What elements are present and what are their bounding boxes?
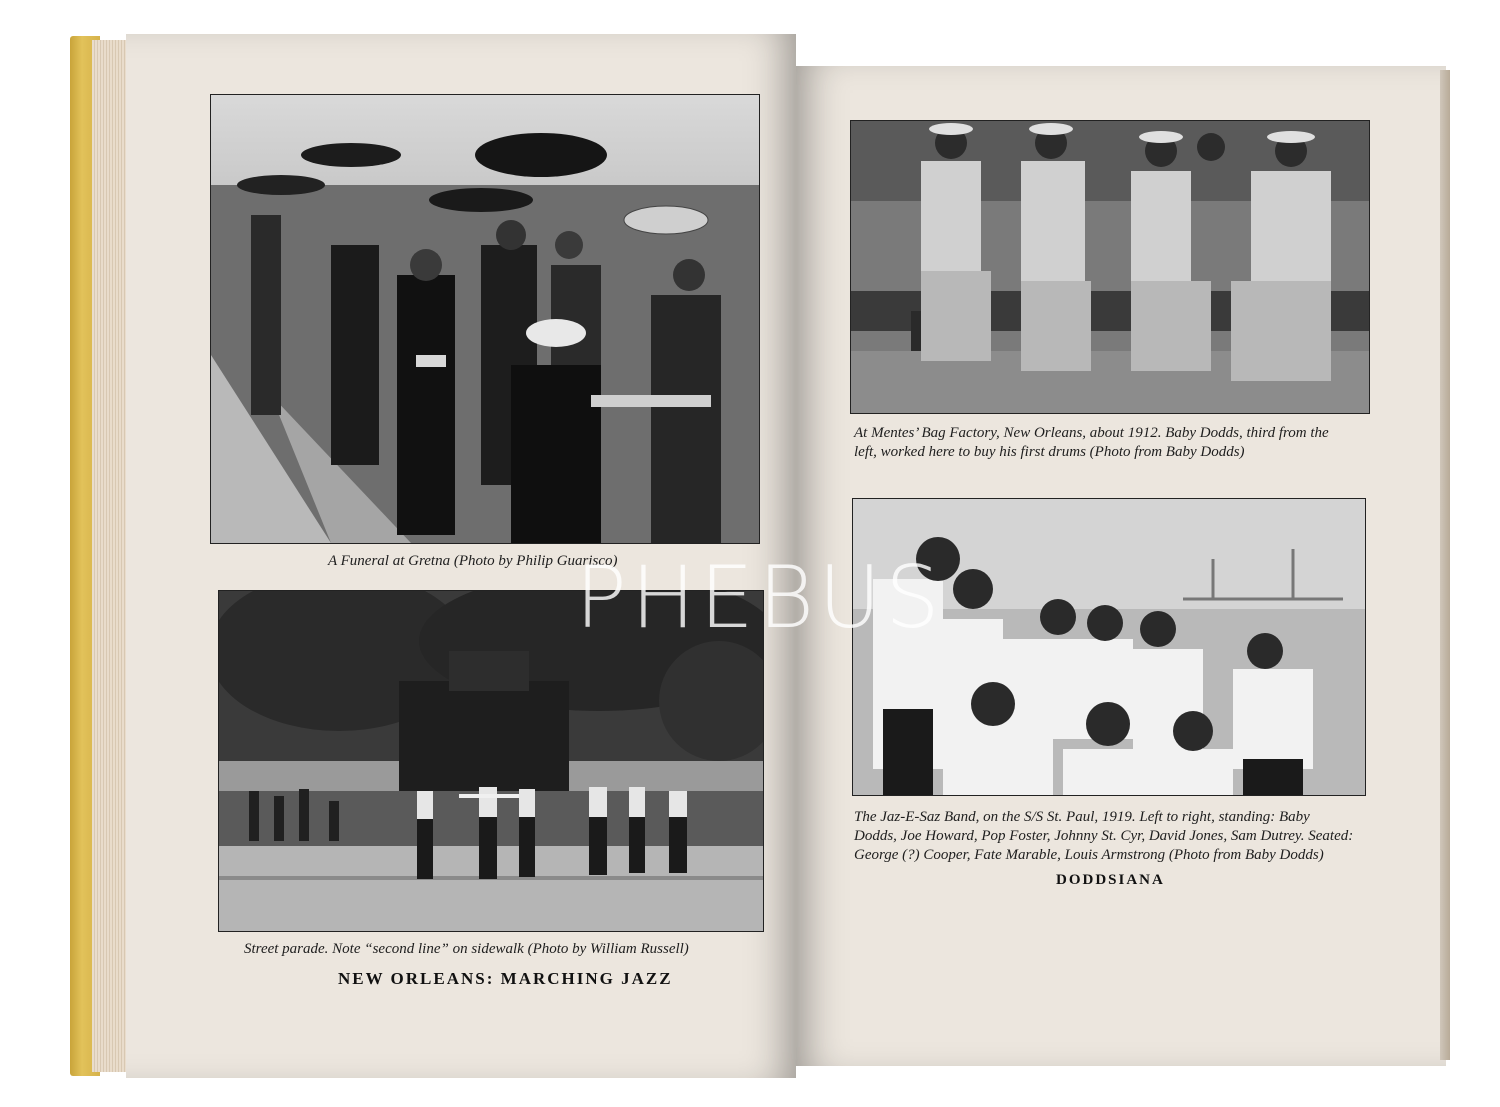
- jaz-e-saz-band-caption: [854, 808, 1374, 865]
- right-page-section-title: DODDSIANA: [1056, 872, 1165, 888]
- right-page-edge: [1440, 70, 1450, 1060]
- funeral-photo-caption: A Funeral at Gretna (Photo by Philip Guarisco): [328, 553, 618, 569]
- street-parade-caption: Street parade. Note “second line” on sidewalk (Photo by William Russell): [244, 941, 689, 957]
- page-stack: [92, 40, 128, 1072]
- bag-factory-photo: [850, 120, 1370, 414]
- bag-factory-caption: [854, 424, 1374, 462]
- bag-factory-caption-line-1: At Mentes’ Bag Factory, New Orleans, about 1912. Baby Dodds, third from the: [854, 425, 1329, 441]
- left-page-section-title: NEW ORLEANS: MARCHING JAZZ: [338, 969, 673, 988]
- funeral-photo: [210, 94, 760, 544]
- phebus-watermark: PHEBUS: [575, 548, 944, 648]
- bag-factory-caption-line-2: left, worked here to buy his first drums (Photo from Baby Dodds): [854, 444, 1245, 460]
- jaz-e-saz-caption-line-2: Dodds, Joe Howard, Pop Foster, Johnny St. Cyr, David Jones, Sam Dutrey. Seated:: [854, 828, 1354, 844]
- jaz-e-saz-caption-line-3: George (?) Cooper, Fate Marable, Louis Armstrong (Photo from Baby Dodds): [854, 847, 1324, 863]
- jaz-e-saz-caption-line-1: The Jaz-E-Saz Band, on the S/S St. Paul, 1919. Left to right, standing: Baby: [854, 809, 1310, 825]
